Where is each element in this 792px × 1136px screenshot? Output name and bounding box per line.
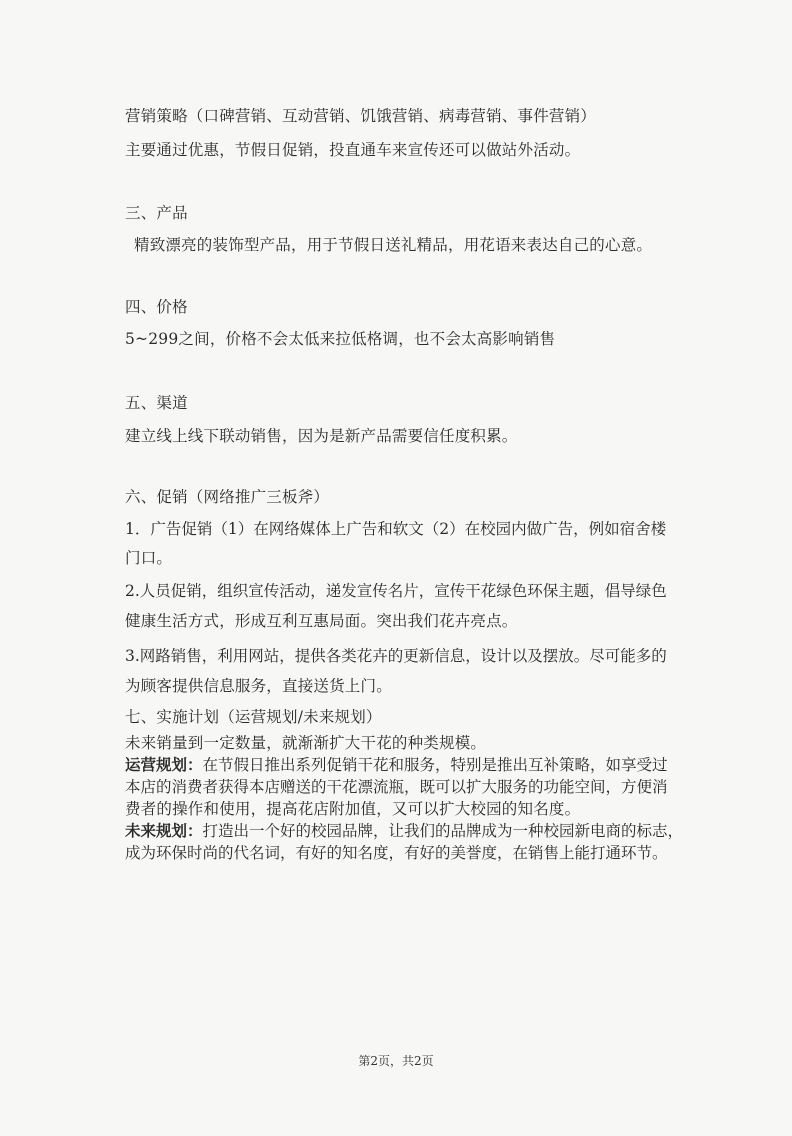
channel-description: 建立线上线下联动销售，因为是新产品需要信任度积累。 [125, 427, 518, 445]
section-heading-promotion: 六、促销（网络推广三板斧） [125, 488, 330, 506]
promotion-item-2-line-1: 2.人员促销，组织宣传活动，递发宣传名片，宣传干花绿色环保主题，倡导绿色 [125, 582, 667, 600]
section-heading-product: 三、产品 [125, 204, 188, 222]
product-description: 精致漂亮的装饰型产品，用于节假日送礼精品，用花语来表达自己的心意。 [134, 236, 653, 254]
page-number-footer: 第2页，共2页 [358, 1054, 434, 1068]
marketing-strategy-line: 营销策略（口碑营销、互动营销、饥饿营销、病毒营销、事件营销） [125, 107, 597, 125]
promotion-item-1-line-1: 1．广告促销（1）在网络媒体上广告和软文（2）在校园内做广告，例如宿舍楼 [125, 520, 667, 538]
price-description: 5~299之间，价格不会太低来拉低格调，也不会太高影响销售 [125, 330, 556, 348]
future-plan-text: 打造出一个好的校园品牌，让我们的品牌成为一种校园新电商的标志， [202, 822, 684, 840]
section-heading-channel: 五、渠道 [125, 394, 188, 412]
promotion-item-2-line-2: 健康生活方式，形成互利互惠局面。突出我们花卉亮点。 [125, 612, 518, 630]
operation-plan-line-1 [125, 755, 668, 775]
marketing-strategy-detail: 主要通过优惠，节假日促销，投直通车来宣传还可以做站外活动。 [125, 141, 581, 159]
section-heading-implementation: 七、实施计划（运营规划/未来规划） [125, 708, 382, 726]
future-plan-line-2: 成为环保时尚的代名词，有好的知名度，有好的美誉度，在销售上能打通环节。 [125, 844, 668, 862]
operation-plan-text: 在节假日推出系列促销干花和服务，特别是推出互补策略，如享受过 [202, 756, 668, 774]
operation-plan-line-3: 费者的操作和使用，提高花店附加值，又可以扩大校园的知名度。 [125, 800, 581, 818]
future-plan-line-1 [125, 821, 683, 841]
future-plan-lead: 未来规划： [125, 821, 203, 840]
promotion-item-3-line-2: 为顾客提供信息服务，直接送货上门。 [125, 677, 392, 695]
promotion-item-1-line-2: 门口。 [125, 549, 173, 567]
section-heading-price: 四、价格 [125, 298, 188, 316]
operation-plan-lead: 运营规划： [125, 755, 203, 774]
operation-plan-line-2: 本店的消费者获得本店赠送的干花漂流瓶，既可以扩大服务的功能空间，方便消 [125, 778, 668, 796]
promotion-item-3-line-1: 3.网路销售，利用网站，提供各类花卉的更新信息，设计以及摆放。尽可能多的 [125, 647, 667, 665]
implementation-line-1: 未来销量到一定数量，就渐渐扩大干花的种类规模。 [125, 734, 487, 752]
